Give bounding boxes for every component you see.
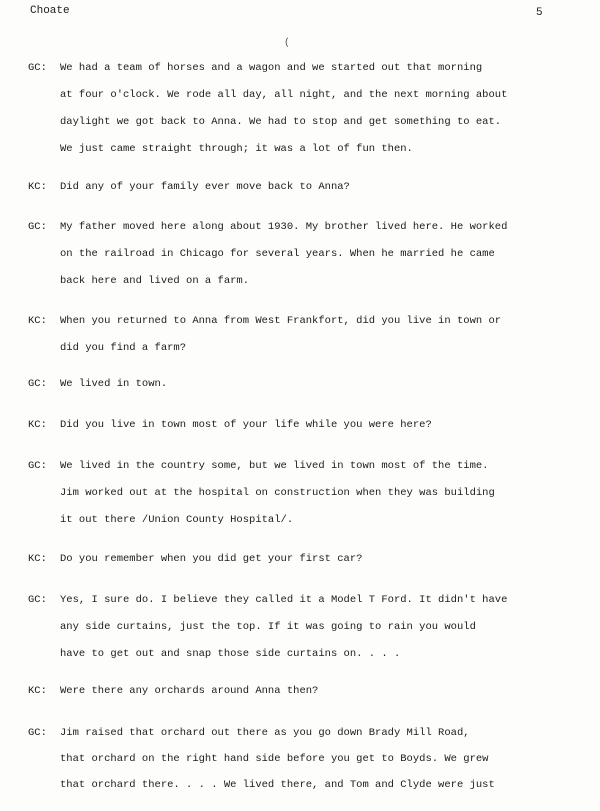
dialogue-line: at four o'clock. We rode all day, all night, and the next morning about (60, 89, 508, 101)
dialogue-line: Did any of your family ever move back to Anna? (60, 181, 350, 193)
dialogue-line: daylight we got back to Anna. We had to stop and get something to eat. (60, 116, 502, 128)
speaker-label: GC: (28, 62, 47, 74)
speaker-label: GC: (28, 460, 47, 472)
dialogue-line: Jim raised that orchard out there as you go down Brady Mill Road, (60, 727, 470, 739)
dialogue-line: Jim worked out at the hospital on construction when they was building (60, 487, 495, 499)
dialogue-line: that orchard there. . . . We lived there, and Tom and Clyde were just (60, 779, 495, 791)
speaker-label: GC: (28, 378, 47, 390)
dialogue-line: Do you remember when you did get your first car? (60, 553, 363, 565)
dialogue-line: on the railroad in Chicago for several years. When he married he came (60, 248, 495, 260)
dialogue-line: it out there /Union County Hospital/. (60, 514, 294, 526)
speaker-label: KC: (28, 181, 47, 193)
dialogue-line: any side curtains, just the top. If it was going to rain you would (60, 621, 476, 633)
dialogue-line: We had a team of horses and a wagon and we started out that morning (60, 62, 483, 74)
page-number: 5 (536, 7, 543, 19)
dialogue-line: back here and lived on a farm. (60, 275, 250, 287)
dialogue-line: My father moved here along about 1930. My brother lived here. He worked (60, 221, 508, 233)
dialogue-line: We just came straight through; it was a lot of fun then. (60, 143, 413, 155)
dialogue-line: did you find a farm? (60, 342, 187, 354)
speaker-label: KC: (28, 553, 47, 565)
dialogue-line: When you returned to Anna from West Frankfort, did you live in town or (60, 315, 502, 327)
dialogue-line: We lived in town. (60, 378, 168, 390)
dialogue-line: Did you live in town most of your life while you were here? (60, 419, 432, 431)
speaker-label: GC: (28, 727, 47, 739)
speaker-label: GC: (28, 594, 47, 606)
speaker-label: KC: (28, 419, 47, 431)
speaker-label: GC: (28, 221, 47, 233)
header-interviewee-name: Choate (30, 5, 70, 17)
speaker-label: KC: (28, 685, 47, 697)
dialogue-line: Were there any orchards around Anna then? (60, 685, 319, 697)
stray-mark: ( (284, 38, 291, 49)
dialogue-line: Yes, I sure do. I believe they called it a Model T Ford. It didn't have (60, 594, 508, 606)
dialogue-line: that orchard on the right hand side before you get to Boyds. We grew (60, 753, 489, 765)
dialogue-line: have to get out and snap those side curtains on. . . . (60, 648, 401, 660)
dialogue-line: We lived in the country some, but we lived in town most of the time. (60, 460, 489, 472)
speaker-label: KC: (28, 315, 47, 327)
